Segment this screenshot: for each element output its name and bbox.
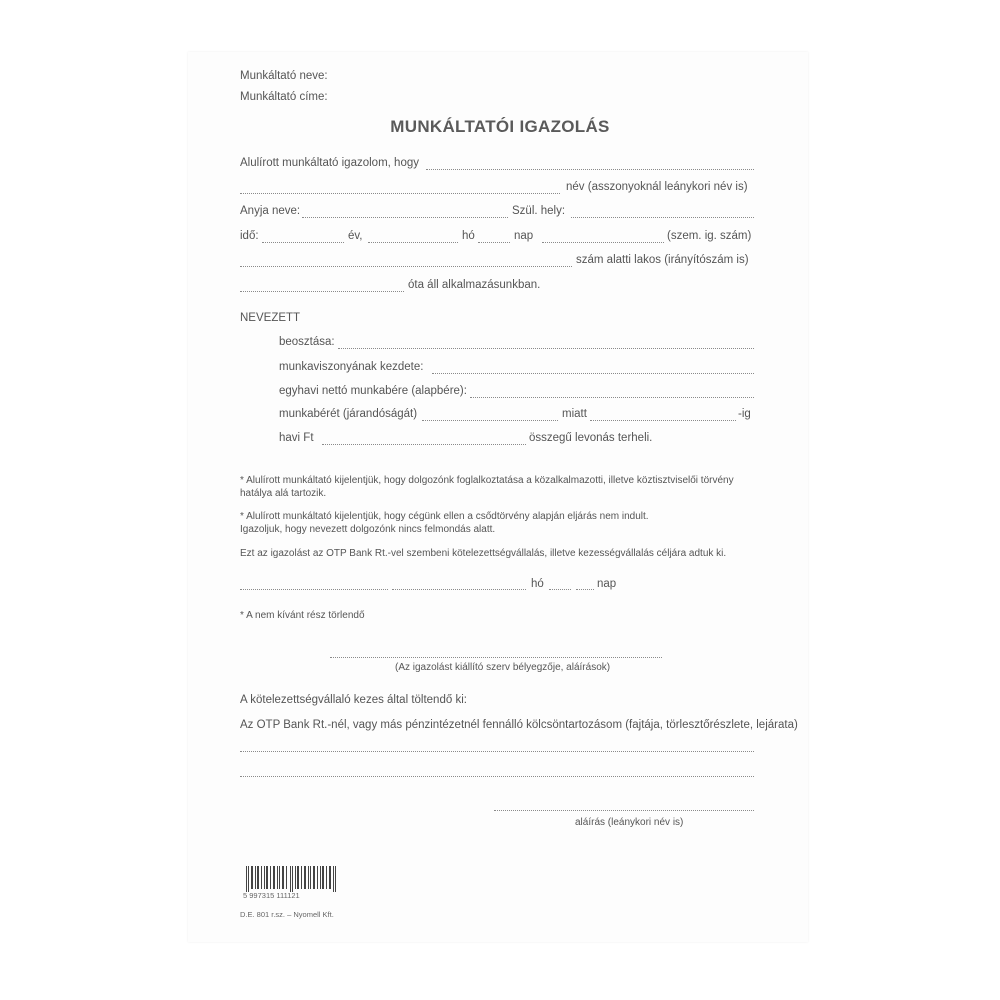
date-place-field[interactable] xyxy=(240,589,388,590)
note2-line2: Igazoljuk, hogy nevezett dolgozónk nincs felmondás alatt. xyxy=(240,524,496,535)
employment-start-field[interactable] xyxy=(432,373,754,374)
date-month-label: hó xyxy=(531,578,544,590)
guarantor-signature-field[interactable] xyxy=(494,810,754,811)
mother-name-label: Anyja neve: xyxy=(240,205,301,217)
due-to-field[interactable] xyxy=(590,420,736,421)
month-label: hó xyxy=(462,230,475,242)
position-field[interactable] xyxy=(338,348,754,349)
birth-month-field[interactable] xyxy=(368,242,458,243)
note1-line1: * Alulírott munkáltató kijelentjük, hogy dolgozónk foglalkoztatása a közalkalmazotti, illetve köztisztviselői törvény xyxy=(240,475,734,486)
loan-details-line-2[interactable] xyxy=(240,776,754,777)
certify-line-label: Alulírott munkáltató igazolom, hogy xyxy=(240,157,419,169)
birthplace-label: Szül. hely: xyxy=(512,205,566,217)
birth-year-field[interactable] xyxy=(262,242,344,243)
signature-caption: aláírás (leánykori név is) xyxy=(575,817,684,828)
stamp-signature-field[interactable] xyxy=(330,657,662,658)
birthplace-field[interactable] xyxy=(571,217,754,218)
time-label: idő: xyxy=(240,230,259,242)
deduction-amount-field[interactable] xyxy=(322,444,526,445)
loan-text: Az OTP Bank Rt.-nél, vagy más pénzintézetnél fennálló kölcsöntartozásom (fajtája, törlesztőrészlete, lejárata) xyxy=(240,719,798,731)
day-label: nap xyxy=(514,230,534,242)
birth-day-field[interactable] xyxy=(478,242,510,243)
monthly-ft-label: havi Ft xyxy=(279,432,314,444)
deduction-label: összegű levonás terheli. xyxy=(529,432,653,444)
until-label: -ig xyxy=(738,408,751,420)
employee-name-field-cont[interactable] xyxy=(240,193,560,194)
year-label: év, xyxy=(348,230,363,242)
wage-label: munkabérét (járandóságát) xyxy=(279,408,418,420)
note2-line1: * Alulírott munkáltató kijelentjük, hogy cégünk ellen a csődtörvény alapján eljárás nem indult. xyxy=(240,511,649,522)
name-note-label: név (asszonyoknál leánykori név is) xyxy=(566,181,748,193)
stamp-caption: (Az igazolást kiállító szerv bélyegzője, aláírások) xyxy=(395,662,611,673)
barcode-number: 5 997315 111121 xyxy=(243,891,300,900)
id-number-label: (szem. ig. szám) xyxy=(667,230,752,242)
strike-note: * A nem kívánt rész törlendő xyxy=(240,610,365,621)
due-to-label: miatt xyxy=(562,408,587,420)
date-day-field[interactable] xyxy=(576,589,594,590)
employed-since-field[interactable] xyxy=(240,291,404,292)
purpose-text: Ezt az igazolást az OTP Bank Rt.-vel szembeni kötelezettségvállalás, illetve kezességvállalás céljára adtuk ki. xyxy=(240,548,727,559)
employed-since-label: óta áll alkalmazásunkban. xyxy=(408,279,541,291)
wage-field[interactable] xyxy=(422,420,558,421)
position-label: beosztása: xyxy=(279,336,335,348)
mother-name-field[interactable] xyxy=(302,217,508,218)
net-salary-field[interactable] xyxy=(470,397,754,398)
id-number-field[interactable] xyxy=(542,242,664,243)
employer-name-label: Munkáltató neve: xyxy=(240,70,328,82)
net-salary-label: egyhavi nettó munkabére (alapbére): xyxy=(279,385,467,397)
employee-name-field[interactable] xyxy=(426,169,754,170)
loan-details-line-1[interactable] xyxy=(240,751,754,752)
address-label: szám alatti lakos (irányítószám is) xyxy=(576,254,749,266)
date-month-field[interactable] xyxy=(549,589,571,590)
note1-line2: hatálya alá tartozik. xyxy=(240,488,327,499)
date-day-label: nap xyxy=(597,578,617,590)
employer-address-label: Munkáltató címe: xyxy=(240,91,328,103)
employment-start-label: munkaviszonyának kezdete: xyxy=(279,361,424,373)
address-field[interactable] xyxy=(240,266,572,267)
named-heading: NEVEZETT xyxy=(240,312,301,324)
date-year-field[interactable] xyxy=(392,589,526,590)
imprint-text: D.E. 801 r.sz. – Nyomell Kft. xyxy=(240,910,334,919)
form-title: MUNKÁLTATÓI IGAZOLÁS xyxy=(390,117,610,136)
guarantor-heading: A kötelezettségvállaló kezes által töltendő ki: xyxy=(240,694,467,706)
